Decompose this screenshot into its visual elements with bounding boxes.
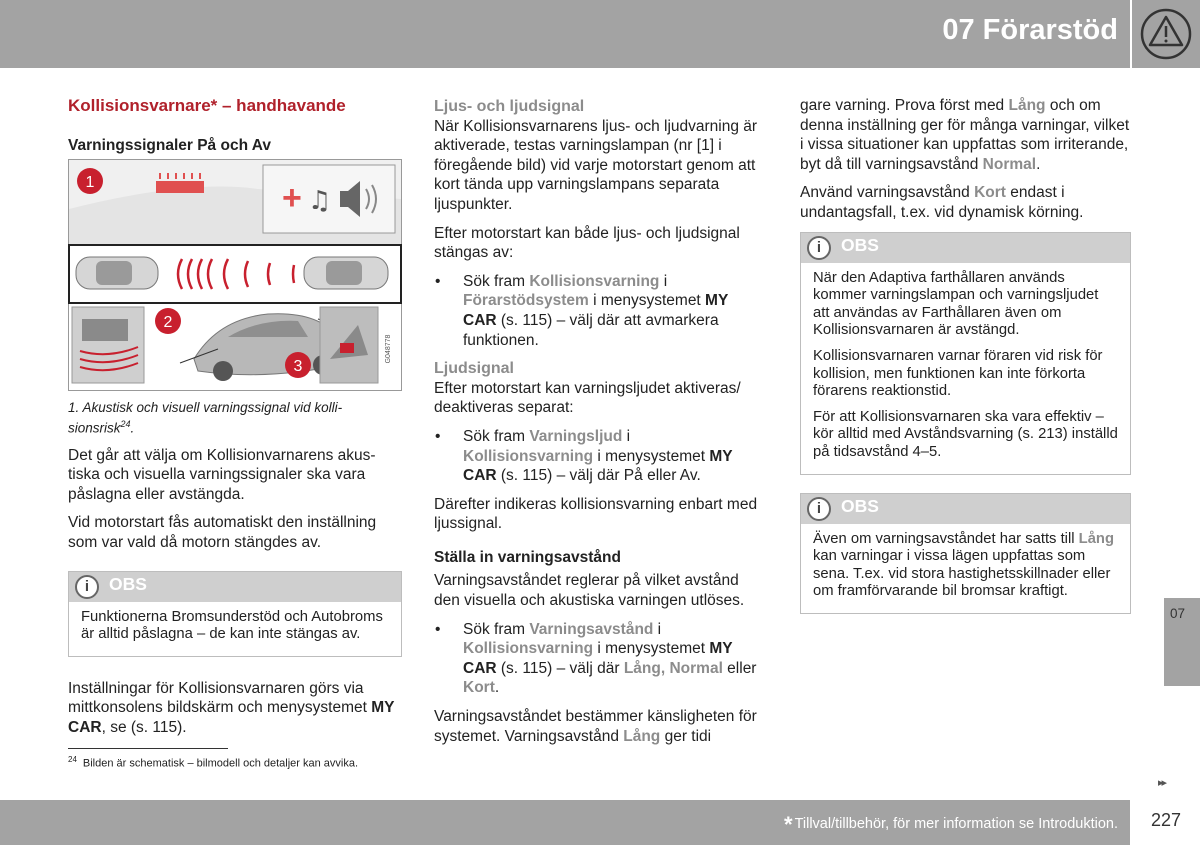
callout-1: 1: [85, 174, 95, 192]
footnote-rule: [68, 748, 228, 749]
obs-header: i OBS: [801, 494, 1130, 524]
paragraph: Varningsavståndet bestämmer känsligheten för systemet. Varningsavstånd Lång ger tidi: [434, 708, 757, 745]
obs-text: Även om varningsavståndet har satts till Lång kan varningar i vissa lägen uppfattas som sena. T.ex. vid stora hastighetsskillnader eller om framförvarande bil bromsar kraftigt.: [813, 530, 1115, 600]
paragraph: Därefter indikeras kollisionsvarning enbart med ljussignal.: [434, 495, 758, 533]
callout-3: 3: [293, 358, 303, 376]
obs-text: Kollisionsvarnaren varnar föraren vid risk för kollision, men funktionen kan inte förkorta förarens reaktionstid.: [813, 347, 1103, 400]
chapter-tab-label: 07: [1170, 606, 1186, 621]
paragraph: Efter motorstart kan varningsljudet aktiveras/ deaktiveras separat:: [434, 379, 741, 417]
obs-note: [68, 571, 402, 657]
page-number: 227: [1150, 810, 1182, 830]
paragraph: Använd varningsavstånd Kort endast i undantagsfall, t.ex. vid dynamisk körning.: [800, 184, 1084, 221]
collision-warning-figure: [68, 159, 402, 391]
info-icon: i: [75, 575, 99, 599]
rear-car: [76, 257, 158, 289]
figure-caption: 1. Akustisk och visuell varningssignal vid kollisionsrisk$^{24}$.: [68, 400, 343, 436]
obs-text: När den Adaptiva farthållaren används kommer varningslampan och varningsljudet att användas av Farthållaren även om Kollisionsvarnaren är avstängd.: [813, 269, 1099, 339]
callout-2: 2: [163, 314, 173, 332]
paragraph: Det går att välja om Kollisionvarnarens akustiska och visuella varningssignaler ska vara påslagna eller avstängda.: [68, 446, 376, 503]
bullet-item: • Sök fram Varningsljud i Kollisionsvarning i menysystemet MY CAR (s. 115) – välj där På eller Av.: [435, 427, 733, 485]
chapter-title: 07 Förarstöd: [942, 14, 1118, 46]
obs-note: [800, 493, 1131, 614]
section-title: Kollisionsvarnare* – handhavande: [68, 96, 346, 115]
column-2: [434, 97, 762, 755]
figure-id: G048778: [385, 334, 392, 364]
heading-sound: Ljudsignal: [434, 360, 514, 378]
footer-note: * Tillval/tillbehör, för mer information se Introduktion.: [784, 812, 1118, 837]
info-icon: i: [807, 497, 831, 521]
info-icon: i: [807, 236, 831, 260]
column-1: [68, 96, 402, 747]
paragraph: Inställningar för Kollisionsvarnaren görs via mittkonsolens bildskärm och menysystemet MY CAR, se (s. 115).: [68, 679, 395, 737]
chapter-icon-box: [1132, 0, 1200, 68]
paragraph: Vid motorstart fås automatiskt den inställning som var vald då motorn stängdes av.: [68, 514, 377, 552]
obs-header: i OBS: [69, 572, 401, 602]
footnote: $^{24}$ Bilden är schematisk – bilmodell och detaljer kan avvika.: [68, 755, 359, 770]
bullet-item: • Sök fram Varningsavstånd i Kollisionsvarning i menysystemet MY CAR (s. 115) – välj där Lång, Normal eller Kort.: [435, 620, 757, 697]
warning-triangle-icon: [1132, 0, 1200, 68]
paragraph: gare varning. Prova först med Lång och om denna inställning ger för många varningar, vilket i vissa situationer kan uppfattas som irriterande, byt då till varningsavstånd Normal.: [800, 97, 1130, 173]
heading-light-sound: Ljus- och ljudsignal: [434, 98, 585, 115]
paragraph: Varningsavståndet reglerar på vilket avstånd den visuella och akustiska varningen utlöses.: [434, 572, 745, 610]
obs-note: [800, 232, 1131, 475]
obs-text: För att Kollisionsvarnaren ska vara effektiv – kör alltid med Avståndsvarning (s. 213) inställd på tidsavstånd 4–5.: [813, 408, 1118, 460]
svg-text:♫: ♫: [308, 186, 332, 217]
obs-header: i OBS: [801, 233, 1130, 263]
heading-warning-distance: Ställa in varningsavstånd: [434, 548, 621, 566]
paragraph: När Kollisionsvarnarens ljus- och ljudvarning är aktiverade, testas varningslampan (nr [1] i föregående bild) vid varje motorstart genom att kort tända upp varningslampans separata ljuspunkter.: [434, 117, 758, 213]
paragraph: Efter motorstart kan både ljus- och ljudsignal stängas av:: [434, 224, 740, 262]
svg-text:+: +: [282, 179, 302, 218]
subsection-title: Varningssignaler På och Av: [68, 136, 272, 154]
continue-arrows-icon: ▸▸: [1158, 777, 1166, 789]
bullet-item: • Sök fram Kollisionsvarning i Förarstödsystem i menysystemet MY CAR (s. 115) – välj där att avmarkera funktionen.: [435, 272, 729, 349]
front-car: [304, 257, 388, 289]
obs-text: Funktionerna Bromsunderstöd och Autobroms är alltid påslagna – de kan inte stängas av.: [81, 608, 383, 643]
column-3: [800, 96, 1131, 628]
